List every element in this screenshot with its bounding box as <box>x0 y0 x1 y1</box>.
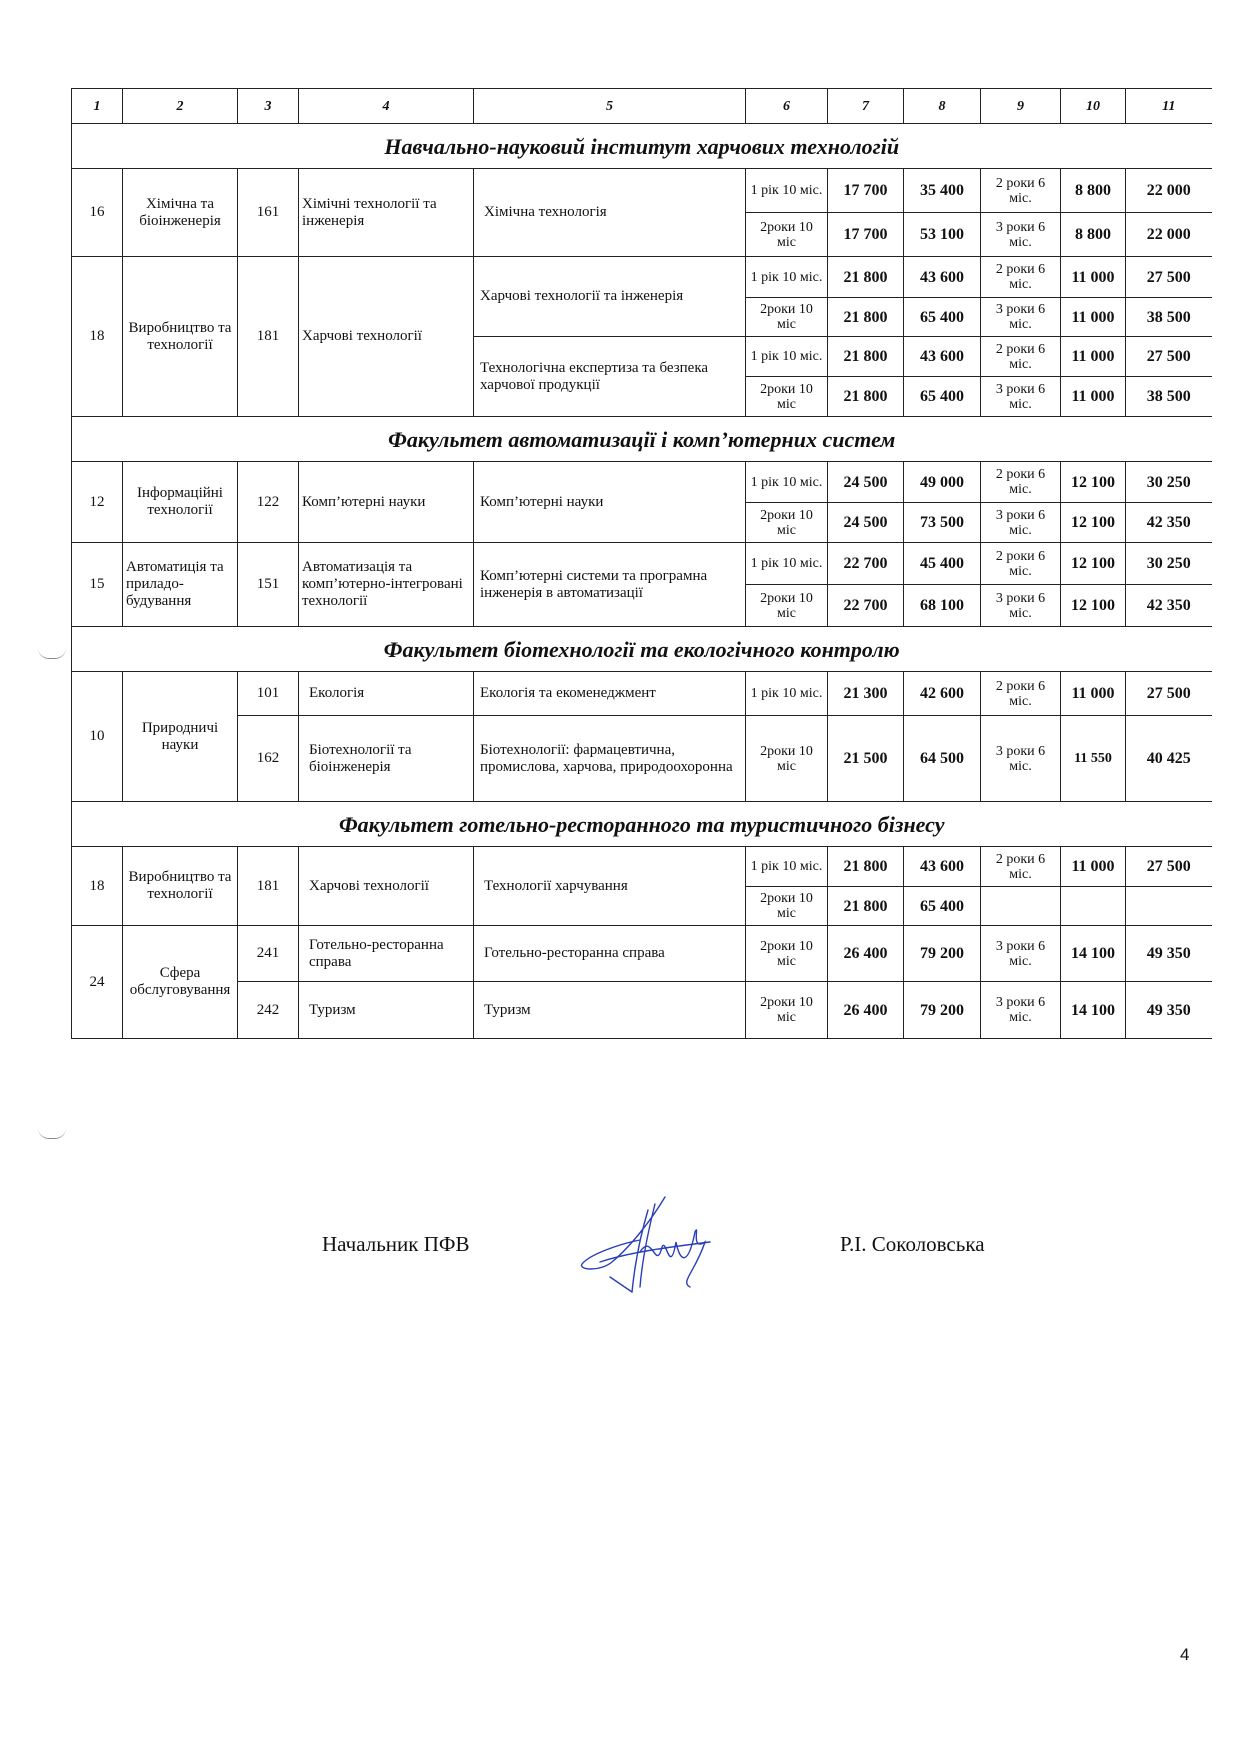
scan-artifact <box>38 1128 66 1139</box>
total-cost-extramural: 38 500 <box>1126 298 1212 337</box>
annual-cost-extramural: 11 000 <box>1061 672 1126 716</box>
program-name: Технологічна експертиза та безпека харчової продукції <box>474 337 746 417</box>
duration: 1 рік 10 міс. <box>746 847 828 887</box>
duration: 1 рік 10 міс. <box>746 169 828 213</box>
annual-cost: 22 700 <box>828 543 904 585</box>
annual-cost: 21 300 <box>828 672 904 716</box>
annual-cost-extramural: 8 800 <box>1061 169 1126 213</box>
duration-extramural: 3 роки 6 міс. <box>981 503 1061 543</box>
field-code: 12 <box>72 462 123 543</box>
col-header: 2 <box>123 89 238 124</box>
annual-cost-extramural: 12 100 <box>1061 503 1126 543</box>
specialty-code: 151 <box>238 543 299 627</box>
section-title: Факультет автоматизації і комп’ютерних систем <box>72 417 1212 462</box>
program-name: Біотехнології: фармацевтична, промислова, харчова, природоохоронна <box>474 716 746 802</box>
annual-cost: 24 500 <box>828 462 904 503</box>
specialty-name: Автоматизація та комп’ютерно-інтегровані технології <box>299 543 474 627</box>
total-cost-extramural: 38 500 <box>1126 377 1212 417</box>
program-name: Комп’ютерні системи та програмна інженерія в автоматизації <box>474 543 746 627</box>
total-cost: 35 400 <box>904 169 981 213</box>
specialty-name: Туризм <box>299 982 474 1039</box>
annual-cost: 21 800 <box>828 887 904 926</box>
table-row <box>72 982 1212 1039</box>
field-name: Автоматиція та приладо-будування <box>123 543 238 627</box>
total-cost: 79 200 <box>904 982 981 1039</box>
total-cost: 65 400 <box>904 887 981 926</box>
section-heading-row <box>72 124 1212 169</box>
total-cost-extramural: 42 350 <box>1126 585 1212 627</box>
duration: 2роки 10 міс <box>746 503 828 543</box>
signature-icon <box>570 1192 730 1302</box>
duration: 2роки 10 міс <box>746 377 828 417</box>
annual-cost-extramural: 12 100 <box>1061 585 1126 627</box>
table-row <box>72 543 1212 585</box>
field-code: 18 <box>72 847 123 926</box>
program-name: Харчові технології та інженерія <box>474 257 746 337</box>
duration-extramural: 3 роки 6 міс. <box>981 926 1061 982</box>
specialty-code: 181 <box>238 257 299 417</box>
annual-cost-extramural: 11 000 <box>1061 377 1126 417</box>
annual-cost-extramural: 11 550 <box>1061 716 1126 802</box>
program-name: Туризм <box>474 982 746 1039</box>
duration-extramural: 3 роки 6 міс. <box>981 982 1061 1039</box>
duration: 1 рік 10 міс. <box>746 543 828 585</box>
col-header: 1 <box>72 89 123 124</box>
total-cost-extramural: 30 250 <box>1126 543 1212 585</box>
total-cost: 53 100 <box>904 213 981 257</box>
specialty-name: Хімічні технології та інженерія <box>299 169 474 257</box>
signatory-position: Начальник ПФВ <box>322 1232 470 1256</box>
duration-extramural: 2 роки 6 міс. <box>981 672 1061 716</box>
specialty-code: 242 <box>238 982 299 1039</box>
col-header: 5 <box>474 89 746 124</box>
col-header: 8 <box>904 89 981 124</box>
annual-cost-extramural: 11 000 <box>1061 337 1126 377</box>
specialty-name: Комп’ютерні науки <box>299 462 474 543</box>
col-header: 9 <box>981 89 1061 124</box>
page-number: 4 <box>1180 1645 1190 1664</box>
annual-cost: 24 500 <box>828 503 904 543</box>
total-cost: 42 600 <box>904 672 981 716</box>
duration-extramural: 2 роки 6 міс. <box>981 847 1061 887</box>
specialty-code: 161 <box>238 169 299 257</box>
field-code: 16 <box>72 169 123 257</box>
duration-extramural: 2 роки 6 міс. <box>981 543 1061 585</box>
table-row <box>72 847 1212 887</box>
annual-cost-extramural: 11 000 <box>1061 257 1126 298</box>
specialty-code: 241 <box>238 926 299 982</box>
total-cost-extramural: 40 425 <box>1126 716 1212 802</box>
field-name: Виробництво та технології <box>123 257 238 417</box>
total-cost-extramural: 22 000 <box>1126 213 1212 257</box>
signatory-name: Р.І. Соколовська <box>840 1232 985 1256</box>
duration: 1 рік 10 міс. <box>746 462 828 503</box>
duration: 2роки 10 міс <box>746 926 828 982</box>
duration-extramural: 2 роки 6 міс. <box>981 257 1061 298</box>
col-header: 11 <box>1126 89 1212 124</box>
annual-cost-extramural: 12 100 <box>1061 462 1126 503</box>
specialty-name: Екологія <box>299 672 474 716</box>
duration: 2роки 10 міс <box>746 716 828 802</box>
table-row <box>72 257 1212 298</box>
total-cost-extramural: 49 350 <box>1126 926 1212 982</box>
duration: 1 рік 10 міс. <box>746 337 828 377</box>
total-cost: 79 200 <box>904 926 981 982</box>
specialty-code: 181 <box>238 847 299 926</box>
annual-cost-extramural: 12 100 <box>1061 543 1126 585</box>
col-header: 4 <box>299 89 474 124</box>
annual-cost: 21 800 <box>828 257 904 298</box>
annual-cost: 21 800 <box>828 847 904 887</box>
specialty-name: Харчові технології <box>299 847 474 926</box>
total-cost: 68 100 <box>904 585 981 627</box>
table-row <box>72 462 1212 503</box>
total-cost-extramural: 22 000 <box>1126 169 1212 213</box>
annual-cost: 17 700 <box>828 169 904 213</box>
program-name: Технології харчування <box>474 847 746 926</box>
duration: 1 рік 10 міс. <box>746 672 828 716</box>
column-number-row <box>72 89 1212 124</box>
field-code: 10 <box>72 672 123 802</box>
annual-cost-extramural: 14 100 <box>1061 982 1126 1039</box>
duration: 2роки 10 міс <box>746 213 828 257</box>
field-name: Хімічна та біоінженерія <box>123 169 238 257</box>
total-cost: 73 500 <box>904 503 981 543</box>
field-name: Виробництво та технології <box>123 847 238 926</box>
table-row <box>72 716 1212 802</box>
specialty-code: 162 <box>238 716 299 802</box>
tuition-table <box>71 88 1212 1039</box>
total-cost: 65 400 <box>904 298 981 337</box>
annual-cost: 21 800 <box>828 298 904 337</box>
duration-extramural: 3 роки 6 міс. <box>981 213 1061 257</box>
total-cost: 65 400 <box>904 377 981 417</box>
duration: 2роки 10 міс <box>746 982 828 1039</box>
total-cost: 49 000 <box>904 462 981 503</box>
duration-extramural: 3 роки 6 міс. <box>981 716 1061 802</box>
total-cost-extramural: 27 500 <box>1126 847 1212 887</box>
program-name: Готельно-ресторанна справа <box>474 926 746 982</box>
specialty-code: 122 <box>238 462 299 543</box>
total-cost-extramural: 42 350 <box>1126 503 1212 543</box>
field-name: Інформаційні технології <box>123 462 238 543</box>
total-cost-extramural: 27 500 <box>1126 672 1212 716</box>
annual-cost: 21 500 <box>828 716 904 802</box>
annual-cost-extramural: 11 000 <box>1061 847 1126 887</box>
duration-extramural: 2 роки 6 міс. <box>981 169 1061 213</box>
total-cost-extramural: 27 500 <box>1126 337 1212 377</box>
annual-cost: 17 700 <box>828 213 904 257</box>
field-code: 15 <box>72 543 123 627</box>
total-cost: 45 400 <box>904 543 981 585</box>
total-cost-extramural: 49 350 <box>1126 982 1212 1039</box>
specialty-name: Біотехнології та біоінженерія <box>299 716 474 802</box>
duration-extramural: 3 роки 6 міс. <box>981 377 1061 417</box>
table-row <box>72 169 1212 213</box>
annual-cost: 21 800 <box>828 377 904 417</box>
program-name: Хімічна технологія <box>474 169 746 257</box>
col-header: 3 <box>238 89 299 124</box>
total-cost: 43 600 <box>904 257 981 298</box>
duration-extramural: 2 роки 6 міс. <box>981 462 1061 503</box>
annual-cost-extramural: 14 100 <box>1061 926 1126 982</box>
section-title: Факультет біотехнології та екологічного контролю <box>72 627 1212 672</box>
annual-cost: 22 700 <box>828 585 904 627</box>
annual-cost: 21 800 <box>828 337 904 377</box>
duration-extramural: 3 роки 6 міс. <box>981 298 1061 337</box>
annual-cost: 26 400 <box>828 982 904 1039</box>
field-name: Природничі науки <box>123 672 238 802</box>
annual-cost-extramural: 11 000 <box>1061 298 1126 337</box>
duration: 2роки 10 міс <box>746 585 828 627</box>
field-code: 24 <box>72 926 123 1039</box>
total-cost-extramural: 30 250 <box>1126 462 1212 503</box>
total-cost: 43 600 <box>904 847 981 887</box>
duration-extramural: 2 роки 6 міс. <box>981 337 1061 377</box>
annual-cost: 26 400 <box>828 926 904 982</box>
specialty-name: Харчові технології <box>299 257 474 417</box>
annual-cost-extramural: 8 800 <box>1061 213 1126 257</box>
annual-cost-extramural <box>1061 887 1126 926</box>
total-cost-extramural: 27 500 <box>1126 257 1212 298</box>
col-header: 6 <box>746 89 828 124</box>
duration-extramural: 3 роки 6 міс. <box>981 585 1061 627</box>
total-cost: 64 500 <box>904 716 981 802</box>
section-title: Навчально-науковий інститут харчових технологій <box>72 124 1212 169</box>
program-name: Екологія та екоменеджмент <box>474 672 746 716</box>
scan-artifact <box>38 648 66 659</box>
section-heading-row <box>72 627 1212 672</box>
total-cost-extramural <box>1126 887 1212 926</box>
specialty-name: Готельно-ресторанна справа <box>299 926 474 982</box>
table-row <box>72 926 1212 982</box>
duration: 2роки 10 міс <box>746 298 828 337</box>
total-cost: 43 600 <box>904 337 981 377</box>
table-row <box>72 672 1212 716</box>
col-header: 10 <box>1061 89 1126 124</box>
field-name: Сфера обслуговування <box>123 926 238 1039</box>
field-code: 18 <box>72 257 123 417</box>
section-heading-row <box>72 802 1212 847</box>
col-header: 7 <box>828 89 904 124</box>
duration: 1 рік 10 міс. <box>746 257 828 298</box>
duration: 2роки 10 міс <box>746 887 828 926</box>
duration-extramural <box>981 887 1061 926</box>
section-heading-row <box>72 417 1212 462</box>
specialty-code: 101 <box>238 672 299 716</box>
section-title: Факультет готельно-ресторанного та туристичного бізнесу <box>72 802 1212 847</box>
program-name: Комп’ютерні науки <box>474 462 746 543</box>
